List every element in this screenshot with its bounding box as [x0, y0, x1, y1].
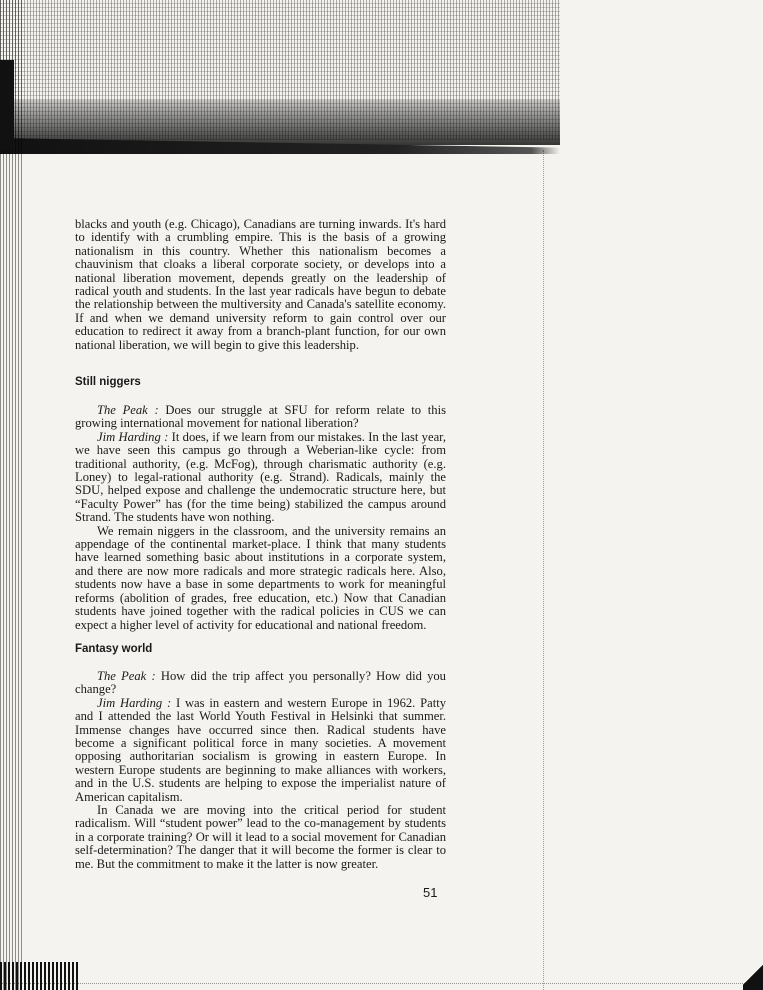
section-fantasy-world [75, 670, 446, 871]
question-paragraph [75, 404, 446, 431]
scan-artifact-bottom-line [0, 983, 763, 984]
scan-artifact-fold-line [543, 150, 545, 990]
speaker-label: The Peak : [97, 669, 156, 683]
section-still-niggers [75, 404, 446, 632]
body-paragraph: In Canada we are moving into the critical period for student radicalism. Will “student power” lead to the co-management by students in a corporate training? Or will it lead to a social movement for Canadian self-determination? The danger that it will become the former is clear to me. But the commitment to make it the latter is now greater. [75, 803, 446, 871]
intro-paragraph [75, 218, 446, 352]
answer-text: I was in eastern and western Europe in 1962. Patty and I attended the last World Youth Festival in Helsinki that summer. Immense changes have occurred since then. Radical students have become a significant political force in many societies. A movement opposing authoritarian socialism is growing in eastern Europe. In western Europe students are beginning to make alliances with workers, and in the U.S. students are helping to expose the imperialist nature of American capitalism. [75, 695, 447, 804]
scan-artifact-bottom-left [0, 962, 80, 990]
question-paragraph [75, 670, 446, 697]
section-heading-fantasy-world: Fantasy world [75, 643, 153, 655]
intro-paragraph-text: blacks and youth (e.g. Chicago), Canadians are turning inwards. It's hard to identify with a crumbling empire. This is the basis of a growing nationalism in this country. Whether this nationalism becomes a chauvinism that cloaks a liberal corporate society, or develops into a national liberation movement, depends greatly on the leadership of radical youth and students. In the last year radicals have begun to debate the relationship between the multiversity and Canada's satellite economy. If and when we demand university reform to gain control over our education to redirect it away from a branch-plant function, for our own national liberation, we will begin to give this leadership. [75, 217, 446, 352]
speaker-label: Jim Harding : [97, 695, 172, 710]
scan-artifact-corner [743, 960, 763, 990]
speaker-label: The Peak : [97, 403, 159, 417]
speaker-label: Jim Harding : [97, 429, 169, 444]
body-paragraph: We remain niggers in the classroom, and the university remains an appendage of the continental market-place. I think that many students have learned something basic about institutions in a corporate system, and there are now more radicals and more strategic radicals here. Also, students now have a base in some departments to work for meaningful reforms (abolition of grades, free education, etc.) Now that Canadian students have joined together with the radical policies in CUS we can expect a higher level of activity for educational and national freedom. [75, 523, 446, 632]
scan-artifact-left-shadow [0, 60, 14, 150]
answer-paragraph [75, 697, 446, 804]
scan-artifact-top-shadow [0, 100, 560, 145]
question-text: How did the trip affect you personally? How did you change? [75, 669, 446, 697]
section-heading-still-niggers: Still niggers [75, 376, 141, 388]
page-number: 51 [423, 885, 438, 900]
answer-text: It does, if we learn from our mistakes. In the last year, we have seen this campus go through a Weberian-like cycle: from traditional authority, (e.g. McFog), through charismatic authority (e.g. Loney) to legal-rational authority (e.g. Strand). Radicals, mainly the SDU, helped expose and challenge the undemocratic structure here, but “Faculty Power” has (for the time being) stabilized the campus around Strand. The students have won nothing. [75, 429, 446, 525]
answer-paragraph [75, 431, 446, 525]
question-text: Does our struggle at SFU for reform relate to this growing international movement for national liberation? [75, 403, 446, 431]
